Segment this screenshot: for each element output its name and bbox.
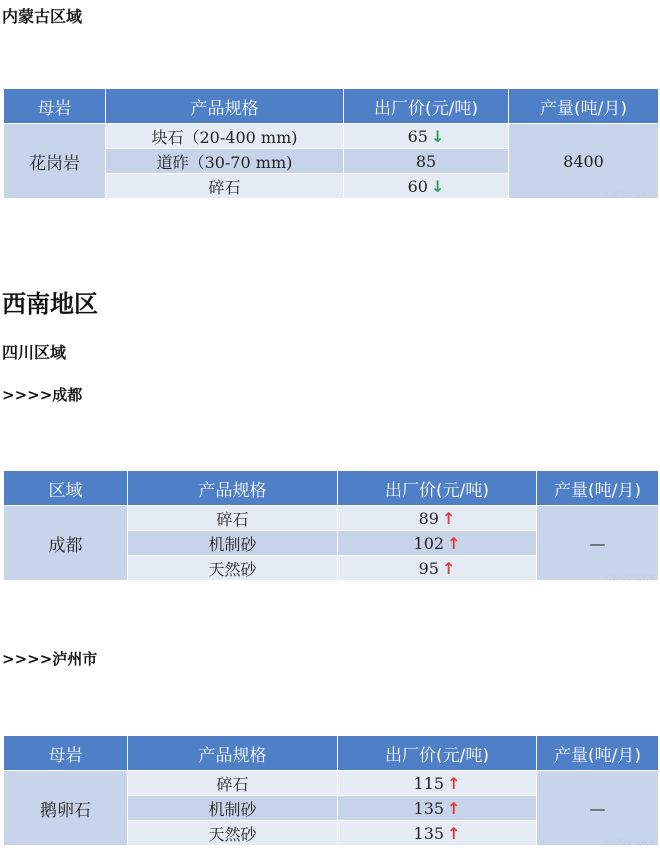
price-cell: [338, 821, 537, 846]
spec-cell: 碎石: [128, 506, 338, 531]
price-table-inner-mongolia: [3, 88, 659, 199]
spec-cell: 碎石: [128, 771, 338, 796]
output-cell: —: [537, 506, 659, 581]
page-title: 西南地区: [2, 290, 98, 318]
price-value: 135: [413, 823, 445, 843]
watermark: 头条号/矿业机械: [604, 574, 656, 582]
arrow-up-icon: ↑: [447, 823, 461, 843]
arrow-up-icon: ↑: [447, 533, 461, 553]
city-label-chengdu: >>>>成都: [2, 386, 83, 404]
table-row: [4, 506, 659, 531]
arrow-down-icon: ↓: [430, 126, 445, 146]
spec-cell: 机制砂: [128, 531, 338, 556]
table-header-row: [4, 89, 659, 124]
price-value: 115: [413, 773, 445, 793]
spec-cell: 机制砂: [128, 796, 338, 821]
table-header-row: [4, 471, 659, 506]
output-cell: 8400: [509, 124, 659, 199]
spec-cell: 天然砂: [128, 556, 338, 581]
table-row: [4, 124, 659, 149]
header-output: 产量(吨/月): [537, 736, 659, 771]
arrow-up-icon: ↑: [441, 558, 456, 578]
region-cell: 成都: [4, 506, 128, 581]
header-price: 出厂价(元/吨): [338, 471, 537, 506]
price-value: 65: [407, 126, 428, 146]
header-spec: 产品规格: [106, 89, 344, 124]
spec-cell: 天然砂: [128, 821, 338, 846]
arrow-up-icon: ↑: [447, 798, 461, 818]
header-spec: 产品规格: [128, 471, 338, 506]
price-cell: [338, 506, 537, 531]
region-title-inner-mongolia: 内蒙古区域: [2, 7, 83, 26]
header-output: 产量(吨/月): [537, 471, 659, 506]
spec-cell: 道砟（30-70 mm): [106, 149, 344, 174]
price-cell: [338, 771, 537, 796]
header-region: 区域: [4, 471, 128, 506]
watermark: 头条号/矿业机械: [604, 839, 656, 847]
price-table-chengdu: [3, 470, 659, 581]
header-output: 产量(吨/月): [509, 89, 659, 124]
header-spec: 产品规格: [128, 736, 338, 771]
price-value: 85: [415, 151, 437, 171]
price-cell: [344, 174, 509, 199]
spec-cell: 碎石: [106, 174, 344, 199]
table-header-row: [4, 736, 659, 771]
output-cell: —: [537, 771, 659, 846]
rock-type-cell: 花岗岩: [4, 124, 106, 199]
header-rock: 母岩: [4, 89, 106, 124]
price-cell: [338, 556, 537, 581]
arrow-up-icon: ↑: [447, 773, 461, 793]
price-value: 102: [413, 533, 445, 553]
rock-type-cell: 鹅卵石: [4, 771, 128, 846]
header-price: 出厂价(元/吨): [338, 736, 537, 771]
price-value: 89: [418, 508, 439, 528]
arrow-down-icon: ↓: [430, 176, 445, 196]
price-cell: [344, 149, 509, 174]
price-value: 135: [413, 798, 445, 818]
header-price: 出厂价(元/吨): [344, 89, 509, 124]
arrow-up-icon: ↑: [441, 508, 456, 528]
header-rock: 母岩: [4, 736, 128, 771]
price-table-luzhou: [3, 735, 659, 846]
price-value: 95: [418, 558, 439, 578]
table-row: [4, 771, 659, 796]
price-cell: [338, 531, 537, 556]
price-value: 60: [407, 176, 428, 196]
spec-cell: 块石（20-400 mm): [106, 124, 344, 149]
city-label-luzhou: >>>>泸州市: [2, 650, 98, 668]
price-cell: [338, 796, 537, 821]
region-title-sichuan: 四川区域: [2, 343, 67, 362]
price-cell: [344, 124, 509, 149]
watermark: 头条号/矿业机械: [604, 191, 656, 199]
